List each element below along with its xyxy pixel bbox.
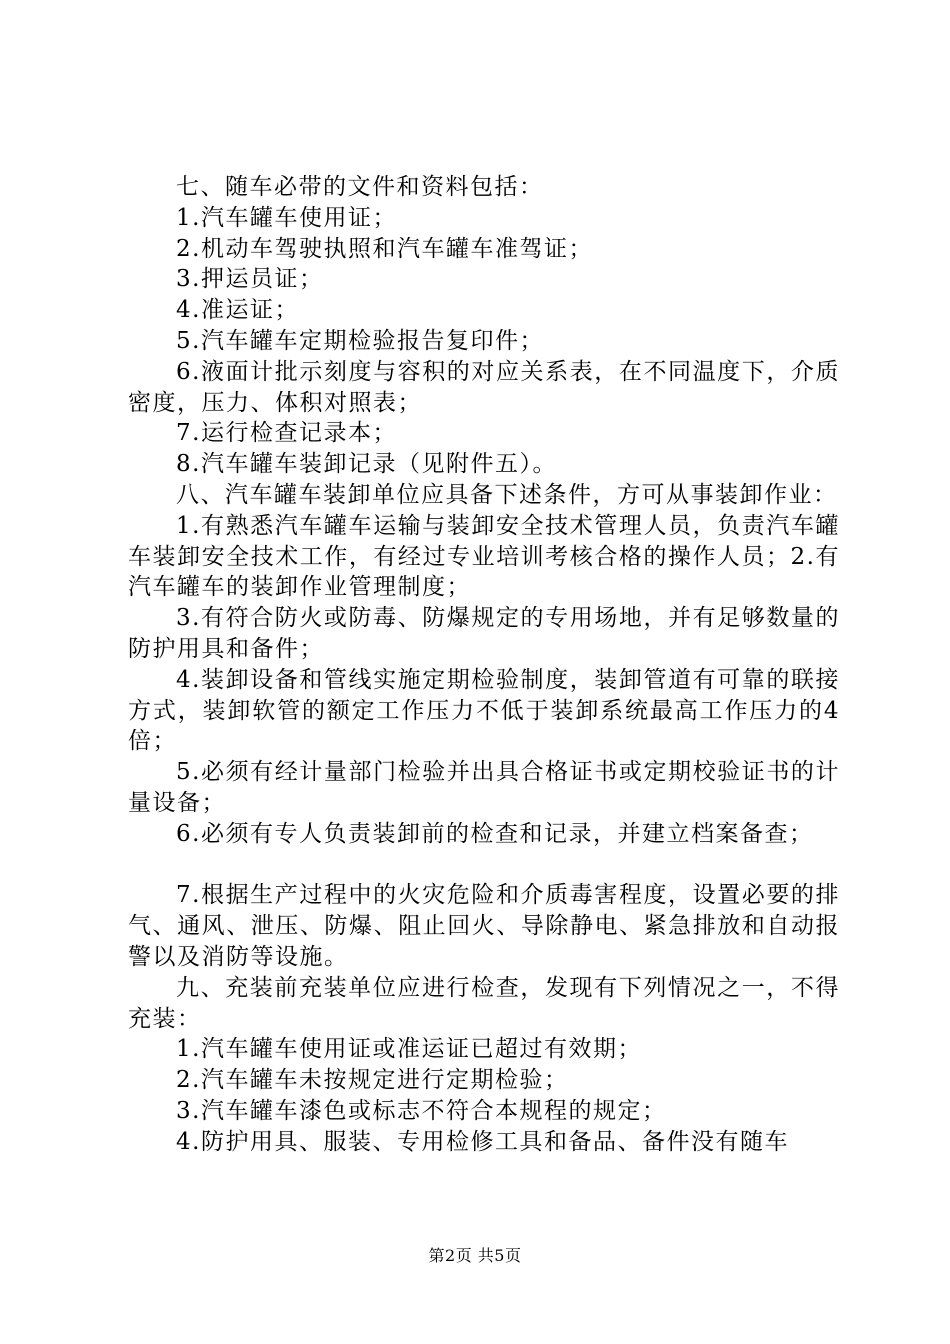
list-item: 2.机动车驾驶执照和汽车罐车准驾证； <box>176 235 593 262</box>
list-item: 8.汽车罐车装卸记录（见附件五）。 <box>176 451 557 478</box>
list-item: 1.汽车罐车使用证； <box>176 204 397 231</box>
list-item: 4.防护用具、服装、专用检修工具和备品、备件没有随车 <box>176 1128 789 1155</box>
blank-line <box>128 850 840 881</box>
list-item: 3.押运员证； <box>176 266 324 293</box>
list-item: 1.有熟悉汽车罐车运输与装卸安全技术管理人员，负责汽车罐车装卸安全技术工作，有经过专业培训考核合格的操作人员；2.有汽车罐车的装卸作业管理制度； <box>128 512 840 601</box>
section-8-heading: 八、汽车罐车装卸单位应具备下述条件，方可从事装卸作业： <box>176 481 838 508</box>
list-item: 1.汽车罐车使用证或准运证已超过有效期； <box>176 1036 642 1063</box>
list-item: 6.液面计批示刻度与容积的对应关系表，在不同温度下，介质密度，压力、体积对照表； <box>128 358 840 416</box>
list-item: 6.必须有专人负责装卸前的检查和记录，并建立档案备查； <box>176 820 814 847</box>
list-item: 2.汽车罐车未按规定进行定期检验； <box>176 1067 569 1094</box>
page-number-footer: 第2页 共5页 <box>428 1246 522 1265</box>
list-item: 7.运行检查记录本； <box>176 420 397 447</box>
list-item: 5.必须有经计量部门检验并出具合格证书或定期校验证书的计量设备； <box>128 759 840 816</box>
list-item: 7.根据生产过程中的火灾危险和介质毒害程度，设置必要的排气、通风、泄压、防爆、阻止回火、导除静电、紧急排放和自动报警以及消防等设施。 <box>128 882 840 970</box>
section-7-heading: 七、随车必带的文件和资料包括： <box>176 174 544 200</box>
list-item: 5.汽车罐车定期检验报告复印件； <box>176 327 544 354</box>
list-item: 4.装卸设备和管线实施定期检验制度，装卸管道有可靠的联接方式，装卸软管的额定工作压力不低于装卸系统最高工作压力的4倍； <box>128 666 840 755</box>
section-9-heading: 九、充装前充装单位应进行检查，发现有下列情况之一，不得充装： <box>128 974 840 1032</box>
list-item: 3.汽车罐车漆色或标志不符合本规程的规定； <box>176 1097 667 1124</box>
list-item: 4.准运证； <box>176 297 299 324</box>
list-item: 3.有符合防火或防毒、防爆规定的专用场地，并有足够数量的防护用具和备件； <box>128 605 840 662</box>
document-body <box>128 172 840 1158</box>
